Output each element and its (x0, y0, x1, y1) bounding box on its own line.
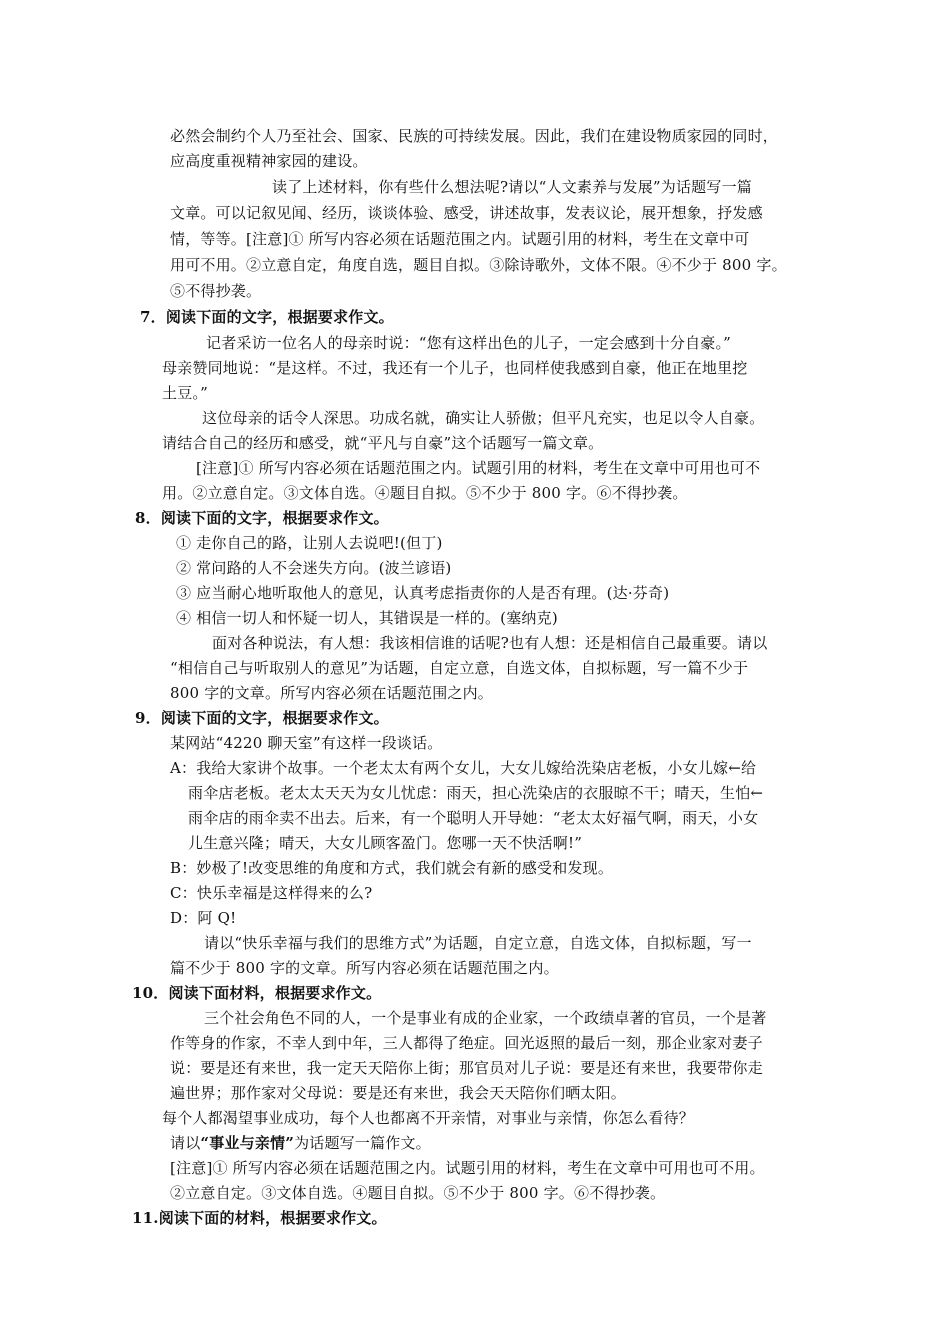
text-line: 雨伞店的雨伞卖不出去。后来，有一个聪明人开导她：“老太太好福气啊，雨天，小女 (188, 809, 759, 827)
question-heading: 9．阅读下面的文字，根据要求作文。 (135, 709, 389, 727)
text-line: 说：要是还有来世，我一定天天陪你上街；那官员对儿子说：要是还有来世，我要带你走 (170, 1059, 763, 1077)
text-line: ④ 相信一切人和怀疑一切人，其错误是一样的。(塞纳克) (176, 609, 558, 627)
text-line: 必然会制约个人乃至社会、国家、民族的可持续发展。因此，我们在建设物质家园的同时， (170, 127, 779, 145)
text-line: 雨伞店老板。老太太天天为女儿忧虑：雨天，担心洗染店的衣服晾不干；晴天，生怕← (188, 784, 764, 802)
text-segment: 请以 (170, 1134, 201, 1152)
text-line: 每个人都渴望事业成功，每个人也都离不开亲情，对事业与亲情，你怎么看待？ (162, 1109, 695, 1127)
text-line: ① 走你自己的路，让别人去说吧!(但丁) (176, 534, 443, 552)
question-heading: 8．阅读下面的文字，根据要求作文。 (135, 509, 389, 527)
text-line: 篇不少于 800 字的文章。所写内容必须在话题范围之内。 (170, 959, 559, 977)
question-heading: 7．阅读下面的文字，根据要求作文。 (140, 308, 394, 326)
text-line: 儿生意兴隆；晴天，大女儿顾客盈门。您哪一天不快活啊!” (188, 834, 583, 852)
text-line: 读了上述材料，你有些什么想法呢?请以“人文素养与发展”为话题写一篇 (272, 178, 752, 196)
text-line: 用。②立意自定。③文体自选。④题目自拟。⑤不少于 800 字。⑥不得抄袭。 (162, 484, 688, 502)
text-line: [注意]① 所写内容必须在话题范围之内。试题引用的材料，考生在文章中可用也可不用。 (170, 1159, 765, 1177)
text-line: 800 字的文章。所写内容必须在话题范围之内。 (170, 684, 494, 702)
text-line: 这位母亲的话令人深思。功成名就，确实让人骄傲；但平凡充实，也足以令人自豪。 (202, 409, 765, 427)
text-line: 记者采访一位名人的母亲时说：“您有这样出色的儿子，一定会感到十分自豪。” (206, 334, 732, 352)
text-line: ②立意自定。③文体自选。④题目自拟。⑤不少于 800 字。⑥不得抄袭。 (170, 1184, 666, 1202)
question-heading: 11.阅读下面的材料，根据要求作文。 (132, 1209, 387, 1227)
text-line: 遍世界；那作家对父母说：要是还有来世，我会天天陪你们晒太阳。 (170, 1084, 627, 1102)
text-segment: 为话题写一篇作文。 (294, 1134, 431, 1152)
text-line: 应高度重视精神家园的建设。 (170, 152, 368, 170)
text-line: A：我给大家讲个故事。一个老太太有两个女儿，大女儿嫁给洗染店老板，小女儿嫁←给 (170, 759, 757, 777)
text-line: 用可不用。②立意自定，角度自选，题目自拟。③除诗歌外，文体不限。④不少于 800 字。 (170, 256, 787, 274)
text-line: 作等身的作家，不幸人到中年，三人都得了绝症。回光返照的最后一刻，那企业家对妻子 (170, 1034, 763, 1052)
text-line: 请结合自己的经历和感受，就“平凡与自豪”这个话题写一篇文章。 (162, 434, 604, 452)
text-line: [注意]① 所写内容必须在话题范围之内。试题引用的材料，考生在文章中可用也可不 (196, 459, 761, 477)
text-line: ② 常问路的人不会迷失方向。(波兰谚语) (176, 559, 452, 577)
text-line: 请以“快乐幸福与我们的思维方式”为话题，自定立意，自选文体，自拟标题，写一 (204, 934, 752, 952)
text-line: 某网站“4220 聊天室”有这样一段谈话。 (170, 734, 443, 752)
topic-emphasis: “事业与亲情” (200, 1134, 295, 1152)
text-line: 土豆。” (162, 384, 208, 402)
question-heading: 10．阅读下面材料，根据要求作文。 (132, 984, 382, 1002)
text-line: C：快乐幸福是这样得来的么? (170, 884, 373, 902)
text-line: 文章。可以记叙见闻、经历，谈谈体验、感受，讲述故事，发表议论，展开想象，抒发感 (170, 204, 763, 222)
text-line: B：妙极了!改变思维的角度和方式，我们就会有新的感受和发现。 (170, 859, 614, 877)
text-line: “相信自己与听取别人的意见”为话题，自定立意，自选文体，自拟标题，写一篇不少于 (170, 659, 749, 677)
text-line (170, 1133, 431, 1153)
text-line: 三个社会角色不同的人，一个是事业有成的企业家，一个政绩卓著的官员，一个是著 (204, 1009, 767, 1027)
text-line: 面对各种说法，有人想：我该相信谁的话呢?也有人想：还是相信自己最重要。请以 (212, 634, 768, 652)
text-line: ③ 应当耐心地听取他人的意见，认真考虑指责你的人是否有理。(达·芬奇) (176, 584, 670, 602)
text-line: ⑤不得抄袭。 (170, 282, 262, 300)
text-line: 母亲赞同地说：“是这样。不过，我还有一个儿子，也同样使我感到自豪，他正在地里挖 (162, 359, 748, 377)
text-line: 情，等等。[注意]① 所写内容必须在话题范围之内。试题引用的材料，考生在文章中可 (170, 230, 750, 248)
text-line: D：阿 Q! (170, 909, 237, 927)
